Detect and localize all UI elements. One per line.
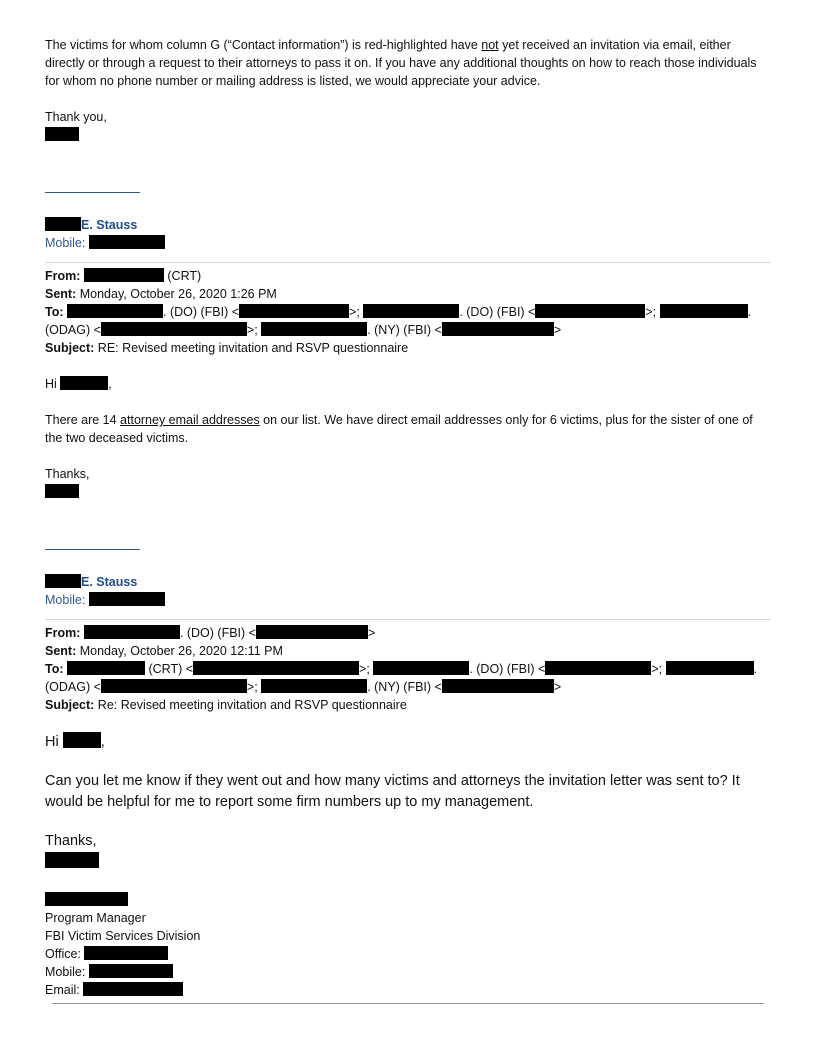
redacted-recipient xyxy=(67,661,145,675)
redacted-signer xyxy=(45,127,79,141)
redacted-sig-name xyxy=(45,892,128,906)
signature-2-mobile: Mobile: xyxy=(45,591,771,609)
email1-sent: Sent: Monday, October 26, 2020 1:26 PM xyxy=(45,287,277,301)
redacted-name xyxy=(60,376,108,390)
redacted-recipient xyxy=(261,679,367,693)
redacted-email xyxy=(101,322,247,336)
redacted-name xyxy=(63,732,101,748)
email2-from: From: . (DO) (FBI) < > xyxy=(45,626,376,640)
email1-to: To: . (DO) (FBI) < >; . (DO) (FBI) < >; . xyxy=(45,305,752,319)
email-document xyxy=(45,36,771,999)
email1-body: There are 14 attorney email addresses on our list. We have direct email addresses only for 6 victims, plus for the sister of one of the two deceased victims. xyxy=(45,413,753,445)
redacted-office xyxy=(84,946,168,960)
email1-subject: Subject: RE: Revised meeting invitation and RSVP questionnaire xyxy=(45,341,409,355)
email1-to-line2: (ODAG) < >; . (NY) (FBI) < > xyxy=(45,323,562,337)
footer-divider xyxy=(52,1003,764,1004)
intro-text-a: The victims for whom column G (“Contact information”) is red-highlighted have xyxy=(45,38,482,52)
signature-divider xyxy=(45,549,140,550)
intro-paragraph xyxy=(45,36,771,90)
redacted-email xyxy=(83,982,183,996)
redacted-mobile xyxy=(89,964,173,978)
redacted-mobile xyxy=(89,235,165,249)
redacted-signer xyxy=(45,484,79,498)
redacted-recipient xyxy=(261,322,367,336)
email2-closing: Thanks, xyxy=(45,833,97,849)
sig3-division: FBI Victim Services Division xyxy=(45,929,201,943)
email1-closing: Thanks, xyxy=(45,467,90,481)
redacted-recipient xyxy=(666,661,754,675)
redacted-email xyxy=(442,679,554,693)
redacted-email xyxy=(256,625,368,639)
intro-text-b: yet received an invitation via email, either directly or through a request to their attorneys to pass it on. If you have any additional thoughts on how to reach those individuals for whom no phone number or mailing address is listed, we would appreciate your advice. xyxy=(45,38,757,88)
redacted-email xyxy=(239,304,349,318)
signature-1-name: E. Stauss xyxy=(45,216,771,234)
redacted-first-name xyxy=(45,217,81,231)
email2-sent: Sent: Monday, October 26, 2020 12:11 PM xyxy=(45,644,283,658)
sig3-office: Office: xyxy=(45,945,771,963)
closing-thank-you: Thank you, xyxy=(45,110,107,124)
redacted-signer xyxy=(45,852,99,868)
redacted-email xyxy=(442,322,554,336)
redacted-first-name xyxy=(45,574,81,588)
email2-to-line2: (ODAG) < >; . (NY) (FBI) < > xyxy=(45,680,562,694)
signature-2-name: E. Stauss xyxy=(45,573,771,591)
redacted-sender xyxy=(84,268,164,282)
redacted-sender xyxy=(84,625,180,639)
redacted-email xyxy=(101,679,247,693)
sig3-title: Program Manager xyxy=(45,911,146,925)
signature-divider xyxy=(45,192,140,193)
email2-body: Can you let me know if they went out and how many victims and attorneys the invitation letter was sent to? It would be helpful for me to report some firm numbers up to my management. xyxy=(45,773,740,810)
redacted-email xyxy=(545,661,651,675)
email1-greeting: Hi , xyxy=(45,377,112,391)
redacted-mobile xyxy=(89,592,165,606)
redacted-recipient xyxy=(363,304,459,318)
sig3-mobile: Mobile: xyxy=(45,963,771,981)
redacted-email xyxy=(193,661,359,675)
email2-to: To: (CRT) < >; . (DO) (FBI) < >; . xyxy=(45,662,758,676)
redacted-recipient xyxy=(67,304,163,318)
email2-subject: Subject: Re: Revised meeting invitation and RSVP questionnaire xyxy=(45,698,407,712)
sig3-email: Email: xyxy=(45,981,771,999)
intro-not: not xyxy=(481,38,499,52)
redacted-recipient xyxy=(660,304,748,318)
redacted-email xyxy=(535,304,645,318)
email2-greeting: Hi , xyxy=(45,734,105,750)
signature-1-mobile: Mobile: xyxy=(45,234,771,252)
email1-from: From: (CRT) xyxy=(45,269,202,283)
redacted-recipient xyxy=(373,661,469,675)
